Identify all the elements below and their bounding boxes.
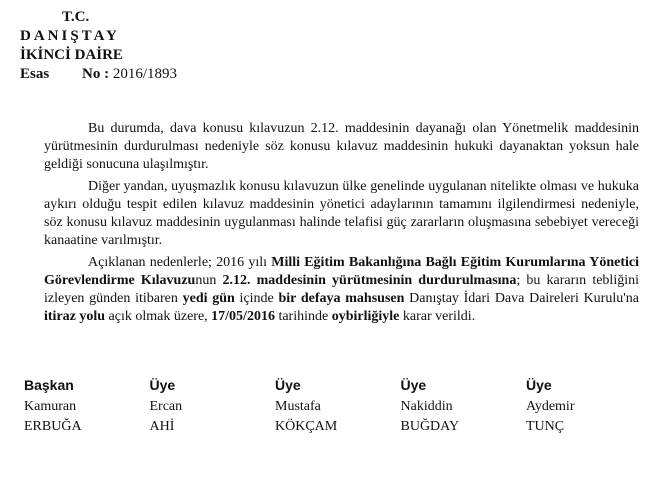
chamber-name: İKİNCİ DAİRE [20, 47, 123, 63]
signature-first-name: Aydemir [526, 399, 575, 414]
signature-member [150, 376, 268, 436]
signature-first-name: Kamuran [24, 399, 77, 414]
signature-surname: AHİ [149, 419, 175, 434]
signature-member [401, 376, 519, 436]
signature-member [526, 376, 644, 436]
signature-role: Başkan [24, 377, 74, 393]
paragraph-text: tarihinde [274, 309, 332, 324]
signature-surname: TUNÇ [526, 419, 565, 434]
signature-role: Üye [400, 377, 427, 393]
signature-role: Üye [275, 377, 301, 393]
paragraph-text: Açıklanan nedenlerle; 2016 yılı [88, 255, 272, 270]
signature-block [24, 376, 644, 436]
signature-surname: KÖKÇAM [275, 419, 338, 434]
emphasized-text: itiraz yolu [44, 309, 106, 324]
case-number: 2016/1893 [112, 66, 177, 82]
emphasized-text: oybirliğiyle [331, 309, 400, 324]
court-name: DANIŞTAY [20, 28, 120, 44]
paragraph-text: Danıştay İdari Dava Daireleri Kurulu'na [404, 291, 639, 306]
tc-label: T.C. [62, 9, 90, 25]
signature-first-name: Ercan [149, 399, 183, 414]
paragraph-text: Diğer yandan, uyuşmazlık konusu kılavuzun ülke genelinde uygulanan nitelikte olması ve hukuka aykırı olduğu tespit edilen kılavuz maddesinin yönetici adaylarının tamamını ilgilendirmesi nedeniyle, söz konusu kılavuz maddesinin uygulanması halinde telafisi güç zararların oluşmasına sebebiyet vereceği kanaatine varılmıştır. [44, 179, 639, 248]
esas-label: Esas [20, 66, 50, 82]
signature-surname: BUĞDAY [400, 419, 460, 434]
emphasized-text: bir defaya mahsusen [278, 291, 405, 306]
signature-first-name: Mustafa [275, 399, 321, 414]
emphasized-text: Milli Eğitim Bakanlığına Bağlı Eğitim Kurumlarına Yönetici Görevlendirme Kılavuzu [44, 255, 639, 288]
paragraph-text: açık olmak üzere, [105, 309, 212, 324]
paragraph [44, 178, 639, 250]
paragraph-text: ; bu kararın tebliğini izleyen günden itibaren [44, 273, 639, 306]
signature-role: Üye [149, 377, 176, 393]
signature-president [24, 376, 142, 436]
paragraph [44, 120, 639, 174]
paragraph-text: karar verildi. [399, 309, 476, 324]
decision-body [44, 120, 639, 330]
case-number-row [20, 65, 177, 84]
emphasized-text: yedi gün [182, 291, 235, 306]
no-label: No : [82, 66, 110, 82]
signature-member [275, 376, 393, 436]
signature-role: Üye [526, 377, 552, 393]
signature-surname: ERBUĞA [24, 419, 82, 434]
paragraph-text: içinde [234, 291, 279, 306]
paragraph [44, 254, 639, 326]
paragraph-text: Bu durumda, dava konusu kılavuzun 2.12. maddesinin dayanağı olan Yönetmelik maddesinin yürütmesinin durdurulması nedeniyle söz konusu kılavuz maddesinin hukuki dayanaktan yoksun hale geldiği sonucuna ulaşılmıştır. [44, 121, 639, 172]
paragraph-text: nun [195, 273, 223, 288]
signature-first-name: Nakiddin [400, 399, 453, 414]
document-header [20, 8, 177, 84]
emphasized-text: 17/05/2016 [211, 309, 275, 324]
emphasized-text: 2.12. maddesinin yürütmesinin durdurulmasına [222, 273, 517, 288]
